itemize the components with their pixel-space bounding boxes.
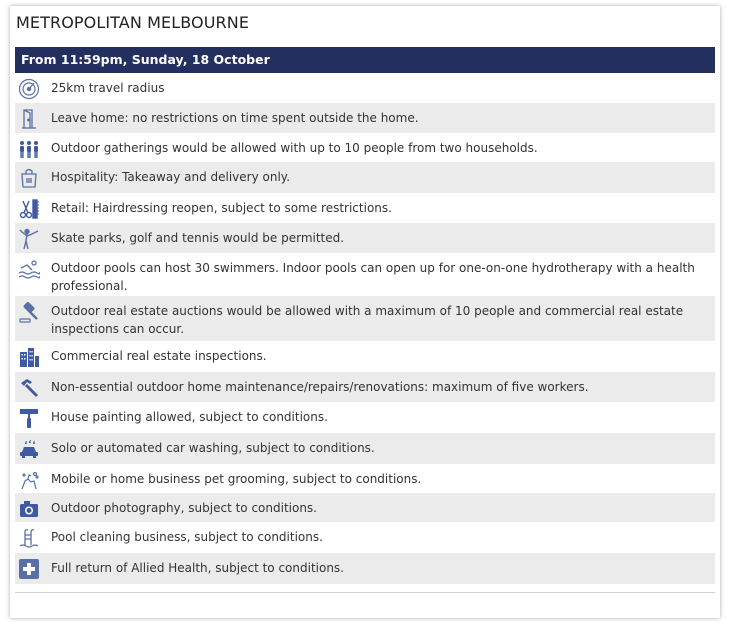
- swimmer-icon: [18, 258, 40, 280]
- rule-row: [15, 522, 715, 553]
- rule-row: [15, 553, 715, 584]
- rule-row: [15, 103, 715, 133]
- rule-text: Pool cleaning business, subject to conditions.: [51, 530, 323, 544]
- rule-text: Non-essential outdoor home maintenance/repairs/renovations: maximum of five workers.: [51, 380, 589, 394]
- rule-row: [15, 73, 715, 103]
- rule-text: Commercial real estate inspections.: [51, 349, 267, 363]
- rule-text: Full return of Allied Health, subject to conditions.: [51, 561, 344, 575]
- rule-row: [15, 372, 715, 402]
- radius-icon: [18, 78, 40, 100]
- rule-row: [15, 253, 715, 296]
- car-wash-icon: [18, 438, 40, 460]
- rule-row: [15, 133, 715, 162]
- rule-row: [15, 433, 715, 464]
- rule-text: House painting allowed, subject to conditions.: [51, 410, 328, 424]
- rule-text: Outdoor real estate auctions would be allowed with a maximum of 10 people and commercial real estate inspections can occur.: [51, 304, 684, 336]
- paint-roller-icon: [18, 407, 40, 429]
- footer-divider: [15, 592, 715, 593]
- rule-text: 25km travel radius: [51, 81, 165, 95]
- scissors-comb-icon: [18, 198, 40, 220]
- rule-text: Retail: Hairdressing reopen, subject to some restrictions.: [51, 201, 392, 215]
- buildings-icon: [18, 346, 40, 368]
- medical-cross-icon: [18, 558, 40, 580]
- pool-ladder-icon: [18, 527, 40, 549]
- rule-text: Skate parks, golf and tennis would be permitted.: [51, 231, 345, 245]
- rule-row: [15, 193, 715, 223]
- rule-row: [15, 402, 715, 433]
- rule-row: [15, 493, 715, 522]
- restrictions-card: [10, 6, 720, 618]
- rule-text: Hospitality: Takeaway and delivery only.: [51, 170, 291, 184]
- rule-row: [15, 464, 715, 493]
- rule-text: Outdoor photography, subject to conditions.: [51, 501, 317, 515]
- rule-text: Leave home: no restrictions on time spent outside the home.: [51, 111, 419, 125]
- golfer-icon: [18, 228, 40, 250]
- gavel-icon: [18, 301, 40, 323]
- rule-text: Mobile or home business pet grooming, subject to conditions.: [51, 472, 422, 486]
- region-title: METROPOLITAN MELBOURNE: [16, 13, 250, 32]
- rule-row: [15, 223, 715, 253]
- rule-text: Outdoor pools can host 30 swimmers. Indoor pools can open up for one-on-one hydrotherapy with a health professional.: [51, 261, 695, 293]
- rule-text: Outdoor gatherings would be allowed with up to 10 people from two households.: [51, 141, 538, 155]
- rule-row: [15, 162, 715, 193]
- camera-icon: [18, 498, 40, 520]
- rule-row: [15, 296, 715, 341]
- people-group-icon: [18, 138, 40, 160]
- rules-list: [15, 73, 715, 584]
- hammer-icon: [18, 377, 40, 399]
- door-icon: [18, 108, 40, 130]
- rule-text: Solo or automated car washing, subject to conditions.: [51, 441, 375, 455]
- pet-grooming-icon: [18, 469, 40, 491]
- date-banner: From 11:59pm, Sunday, 18 October: [15, 47, 715, 73]
- takeaway-bag-icon: [18, 167, 40, 189]
- rule-row: [15, 341, 715, 372]
